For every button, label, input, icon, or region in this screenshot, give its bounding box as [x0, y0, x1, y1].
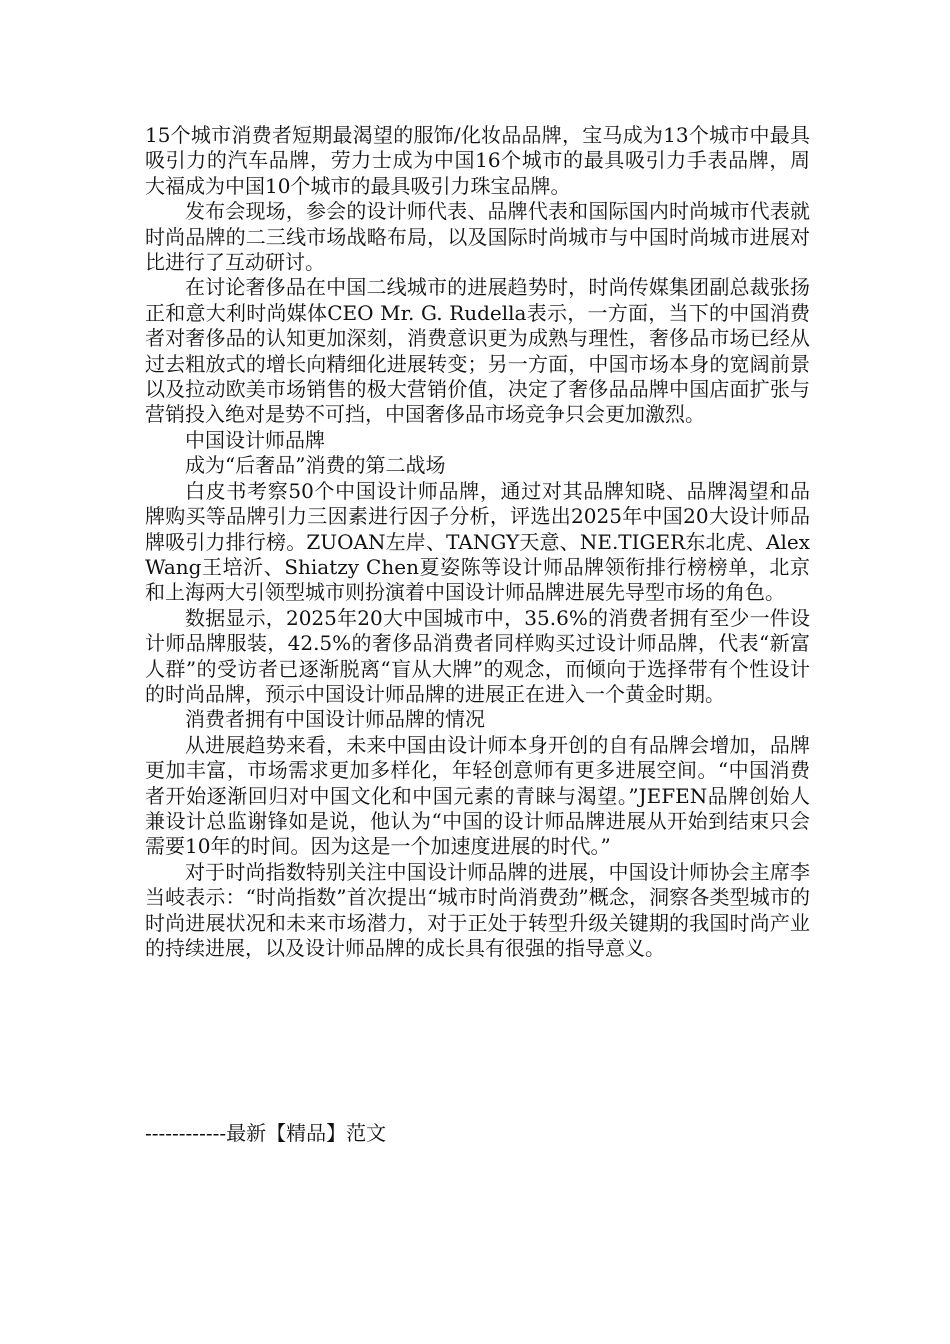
- paragraph-6: 从进展趋势来看，未来中国由设计师本身开创的自有品牌会增加，品牌更加丰富，市场需求更加多样化，年轻创意师有更多进展空间。“中国消费者开始逐渐回归对中国文化和中国元素的青睐与渴望。”JEFEN品牌创始人兼设计总监谢锋如是说，他认为“中国的设计师品牌进展从开始到结束只会需要10年的时间。因为这是一个加速度进展的时代。”: [145, 732, 810, 859]
- section-subheading: 成为“后奢品”消费的第二战场: [185, 453, 446, 478]
- paragraph-4: 白皮书考察50个中国设计师品牌，通过对其品牌知晓、品牌渴望和品牌购买等品牌引力三因素进行因子分析，评选出2025年中国20大设计师品牌吸引力排行榜。ZUOAN左岸、TANGY天意、NE.TIGER东北虎、Alex Wang王培沂、Shiatzy Chen夏姿陈等设计师品牌领衔排行榜榜单，北京和上海两大引领型城市则扮演着中国设计师品牌进展先导型市场的角色。: [145, 478, 810, 605]
- paragraph-2: 发布会现场，参会的设计师代表、品牌代表和国际国内时尚城市代表就时尚品牌的二三线市场战略布局，以及国际时尚城市与中国时尚城市进展对比进行了互动研讨。: [145, 199, 810, 275]
- figure-caption: 消费者拥有中国设计师品牌的情况: [185, 707, 485, 732]
- section-heading: 中国设计师品牌: [185, 427, 325, 452]
- paragraph-7: 对于时尚指数特别关注中国设计师品牌的进展，中国设计师协会主席李当岐表示：“时尚指数”首次提出“城市时尚消费劲”概念，洞察各类型城市的时尚进展状况和未来市场潜力，对于正处于转型升级关键期的我国时尚产业的持续进展，以及设计师品牌的成长具有很强的指导意义。: [145, 859, 810, 960]
- footer-note: ------------最新【精品】范文: [145, 1121, 387, 1145]
- paragraph-5: 数据显示，2025年20大中国城市中，35.6%的消费者拥有至少一件设计师品牌服装，42.5%的奢侈品消费者同样购买过设计师品牌，代表“新富人群”的受访者已逐渐脱离“盲从大牌”的观念，而倾向于选择带有个性设计的时尚品牌，预示中国设计师品牌的进展正在进入一个黄金时期。: [145, 605, 810, 706]
- paragraph-3: 在讨论奢侈品在中国二线城市的进展趋势时，时尚传媒集团副总裁张扬正和意大利时尚媒体CEO Mr. G. Rudella表示，一方面，当下的中国消费者对奢侈品的认知更加深刻，消费意识更为成熟与理性，奢侈品市场已经从过去粗放式的增长向精细化进展转变；另一方面，中国市场本身的宽阔前景以及拉动欧美市场销售的极大营销价值，决定了奢侈品品牌中国店面扩张与营销投入绝对是势不可挡，中国奢侈品市场竞争只会更加激烈。: [145, 275, 810, 427]
- document-body: [145, 123, 810, 961]
- paragraph-1: 15个城市消费者短期最渴望的服饰/化妆品品牌，宝马成为13个城市中最具吸引力的汽车品牌，劳力士成为中国16个城市的最具吸引力手表品牌，周大福成为中国10个城市的最具吸引力珠宝品牌。: [145, 123, 810, 198]
